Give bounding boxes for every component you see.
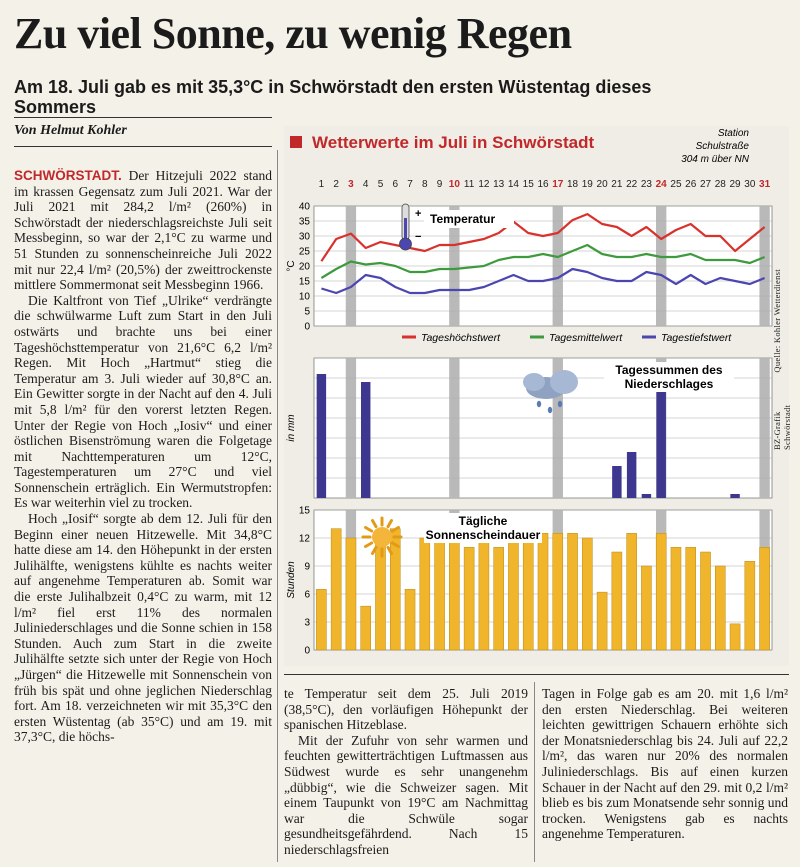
legend-label: Tageshöchstwert <box>421 332 500 344</box>
highlight-stripe <box>449 358 459 498</box>
raindrop <box>558 401 562 407</box>
plus-sign: + <box>415 208 422 220</box>
divider-top <box>14 117 272 118</box>
day-label: 14 <box>507 179 520 190</box>
paragraph: te Temperatur seit dem 25. Juli 2019 (38,5°C), den vorläufigen Höhepunkt der spanischen Hitzeblase. <box>284 686 528 733</box>
precipitation-panel-title-2: Niederschlages <box>624 377 714 391</box>
sunshine-bar <box>405 589 415 650</box>
day-label: 18 <box>566 179 579 190</box>
legend-label: Tagesmittelwert <box>549 332 623 344</box>
sunshine-bar <box>449 543 459 650</box>
station-line-1: Station <box>717 128 749 139</box>
sunshine-bar <box>760 547 770 650</box>
sunshine-bar <box>316 589 326 650</box>
day-label: 27 <box>699 179 712 190</box>
sunshine-bar <box>538 533 548 650</box>
day-label: 31 <box>759 179 771 190</box>
sunshine-tick-label: 3 <box>304 617 310 629</box>
sunshine-bar <box>627 533 637 650</box>
temperature-tick-label: 5 <box>304 306 310 318</box>
rain-bar <box>730 494 739 498</box>
weather-graphic <box>284 126 789 666</box>
temperature-tick-label: 35 <box>298 216 310 228</box>
day-label: 16 <box>537 179 549 190</box>
sunshine-bar <box>745 561 755 650</box>
day-label: 24 <box>655 179 667 190</box>
sunshine-bar <box>523 533 533 650</box>
sunshine-bar <box>568 533 578 650</box>
divider-byline <box>14 146 272 147</box>
sunshine-tick-label: 9 <box>304 561 310 573</box>
paragraph: Mit der Zufuhr von sehr warmen und feuchten gewitterträchtigen Luftmassen aus Südwest wurde es sehr unangenehm „dübbig“, wie die Schweizer sagen. Mit einem Taupunkt von 19°C am Nachmittag war die Schwüle sogar gesundheitsgefährdend. Nach 15 niederschlagsfreien <box>284 732 528 857</box>
subheadline: Am 18. Juli gab es mit 35,3°C in Schwörstadt den ersten Wüstentag dieses Sommers <box>14 77 652 117</box>
sunshine-tick-label: 12 <box>298 533 310 545</box>
sunshine-bar <box>420 538 430 650</box>
day-label: 11 <box>463 179 475 190</box>
temperature-panel <box>286 202 772 345</box>
temperature-tick-label: 10 <box>298 291 310 303</box>
column-divider <box>277 150 278 862</box>
day-label: 19 <box>581 179 593 190</box>
day-label: 28 <box>714 179 726 190</box>
day-label: 2 <box>333 179 339 190</box>
day-label: 5 <box>377 179 384 190</box>
precipitation-panel <box>286 358 772 498</box>
sunshine-bar <box>700 552 710 650</box>
highlight-stripe <box>346 358 356 498</box>
day-label: 1 <box>318 179 325 190</box>
sunshine-bar <box>641 566 651 650</box>
day-label: 13 <box>493 179 505 190</box>
sunshine-bar <box>508 529 518 650</box>
rain-bar <box>656 378 665 498</box>
station-line-2: Schulstraße <box>695 141 749 152</box>
day-label: 21 <box>611 179 623 190</box>
weather-chart <box>284 126 789 666</box>
day-label: 25 <box>670 179 682 190</box>
temperature-tick-label: 40 <box>298 201 310 213</box>
day-label: 8 <box>422 179 428 190</box>
sunshine-bar <box>331 529 341 650</box>
rain-bar <box>361 382 370 498</box>
temperature-tick-label: 15 <box>298 276 310 288</box>
sunshine-bar <box>686 547 696 650</box>
sunshine-bar <box>715 566 725 650</box>
day-label: 30 <box>744 179 756 190</box>
rain-bar <box>627 452 636 498</box>
sunshine-panel <box>286 506 772 657</box>
day-label: 17 <box>552 179 564 190</box>
raindrop <box>548 407 552 413</box>
rain-bar <box>612 466 621 498</box>
rain-bar <box>642 494 651 498</box>
graphic-title: Wetterwerte im Juli in Schwörstadt <box>312 133 595 152</box>
paragraph: SCHWÖRSTADT. Der Hitzejuli 2022 stand im krassen Gegensatz zum Juli 2021. War der Juli 2021 mit 284,2 l/m² (260%) in Schwörstadt der niederschlagsreichste Juli seit Messbeginn, so war der 2,1°C zu warme und 51 Stunden zu sonnenscheinreiche Juli 2022 mit nur 22,4 l/m² (20,5%) der zweittrockenste mittlere Sommermonat seit Messbeginn 1966. <box>14 168 272 293</box>
sunshine-bar <box>464 547 474 650</box>
minus-sign: − <box>415 231 422 243</box>
temperature-tick-label: 30 <box>298 231 310 243</box>
cloud-part <box>550 370 578 394</box>
paragraph: Tagen in Folge gab es am 20. mit 1,6 l/m² den ersten Niederschlag. Bei weiteren leichten gewittrigen Schauern erhöhte sich der Monatsniederschlag bis 24. Juli auf 22,2 l/m², das waren nur 20% des normalen Juliniederschlags. Bis auf einen kurzen Schauer in der Nacht auf den 29. mit 0,2 l/m² blieb es bis zum Monatsende sehr sonnig und trocken. Wenigstens gab es nachts angenehme Temperaturen. <box>542 686 788 842</box>
sun-disc <box>372 527 392 547</box>
legend-label: Tagestiefstwert <box>661 332 732 344</box>
paragraph: Die Kaltfront von Tief „Ulrike“ verdrängte die schwülwarme Luft zum Start in den Juli ostwärts und brachte uns bei einer Tageshöchsttemperatur von 21,6°C 6,2 l/m² Regen. Mit Hoch „Hartmut“ stieg die Temperatur am 3. Juli wieder auf 30,8°C an. Ein Gewitter sorgte in der Nacht auf den 4. Juli mit 5,8 l/m² für den vorerst letzten Regen. Unter der Regie von Hoch „Iosiv“ und einer östlichen Bisenströmung waren die Folgetage mit Nachttemperaturen um 12°C, Tagestemperaturen um 27°C und viel Sonnenschein erträglich. Ein Wermutstropfen: Es war weiterhin viel zu trocken. <box>14 292 272 511</box>
sunshine-bar <box>361 606 371 650</box>
dateline: SCHWÖRSTADT. <box>14 168 122 183</box>
sunshine-bar <box>671 547 681 650</box>
day-label: 26 <box>685 179 697 190</box>
temperature-tick-label: 0 <box>304 321 310 333</box>
article-column-1 <box>14 168 272 745</box>
sunshine-bar <box>612 552 622 650</box>
title-square-icon <box>290 136 302 148</box>
day-label: 15 <box>522 179 534 190</box>
day-label: 23 <box>640 179 652 190</box>
paragraph: Hoch „Iosif“ sorgte ab dem 12. Juli für den Beginn einer neuen Hitzewelle. Mit 34,8°C hatte diese am 14. den Höhepunkt in der ersten Julihälfte, wenigstens kühlte es nachts weiter auf angenehme Temperaturen ab. Somit war die erste Julihalbzeit 0,4°C zu warm, mit 12 l/m² fiel erst 11% des normalen Juliniederschlages und die Sonne schien in 158 Stunden. Auch zum Start in die zweite Julihälfte setzte sich unter der Regie von Hoch „Jürgen“ die Hitzewelle mit Sonnenschein von früh bis spät und ohne jeglichen Niederschlag fort. Am 18. verzeichneten wir mit 35,3°C den ersten Wüstentag (ab 35°C) und am 19. mit 37,3°C, die höchs- <box>14 511 272 745</box>
day-label: 7 <box>407 179 413 190</box>
day-label: 4 <box>362 179 369 190</box>
temperature-tick-label: 20 <box>298 261 310 273</box>
station-line-3: 304 m über NN <box>681 154 749 165</box>
sunshine-tick-label: 15 <box>298 505 310 517</box>
temperature-panel-title: Temperatur <box>430 212 496 226</box>
day-label: 12 <box>478 179 490 190</box>
column-divider-2 <box>534 682 535 862</box>
article-column-2 <box>284 686 528 858</box>
sunshine-bar <box>375 538 385 650</box>
source-credit: BZ-Grafik Quelle: Kohler Wetterdienst Schwörstadt <box>772 269 792 450</box>
temperature-y-axis-label: °C <box>286 260 297 272</box>
thermometer-bulb <box>400 238 412 250</box>
sunshine-bar <box>346 538 356 650</box>
sunshine-bar <box>656 533 666 650</box>
day-label: 20 <box>596 179 608 190</box>
divider-under-graphic <box>284 674 789 675</box>
sunshine-panel-title-2: Sonnenscheindauer <box>425 528 541 542</box>
sunshine-bar <box>494 547 504 650</box>
day-label: 10 <box>448 179 460 190</box>
article-column-3 <box>542 686 788 842</box>
sunshine-y-axis-label: Stunden <box>286 561 297 599</box>
raindrop <box>537 401 541 407</box>
sunshine-tick-label: 6 <box>304 589 310 601</box>
headline: Zu viel Sonne, zu wenig Regen <box>14 9 572 58</box>
day-label: 29 <box>729 179 741 190</box>
cloud-part <box>523 373 545 391</box>
day-label: 22 <box>626 179 638 190</box>
highlight-stripe <box>759 358 769 498</box>
sunshine-bar <box>582 538 592 650</box>
sunshine-bar <box>479 538 489 650</box>
rain-bar <box>317 374 326 498</box>
sunshine-panel-title-1: Tägliche <box>458 514 508 528</box>
sunshine-bar <box>597 592 607 650</box>
byline: Von Helmut Kohler <box>14 123 127 138</box>
precipitation-panel-title-1: Tagessummen des <box>615 363 723 377</box>
day-label: 3 <box>348 179 354 190</box>
sunshine-bar <box>553 533 563 650</box>
day-label: 9 <box>436 179 443 190</box>
precipitation-y-axis-label: in mm <box>286 414 297 442</box>
day-label: 6 <box>392 179 399 190</box>
sunshine-tick-label: 0 <box>304 645 310 657</box>
sunshine-bar <box>435 529 445 650</box>
temperature-tick-label: 25 <box>298 246 310 258</box>
sunshine-bar <box>730 624 740 650</box>
